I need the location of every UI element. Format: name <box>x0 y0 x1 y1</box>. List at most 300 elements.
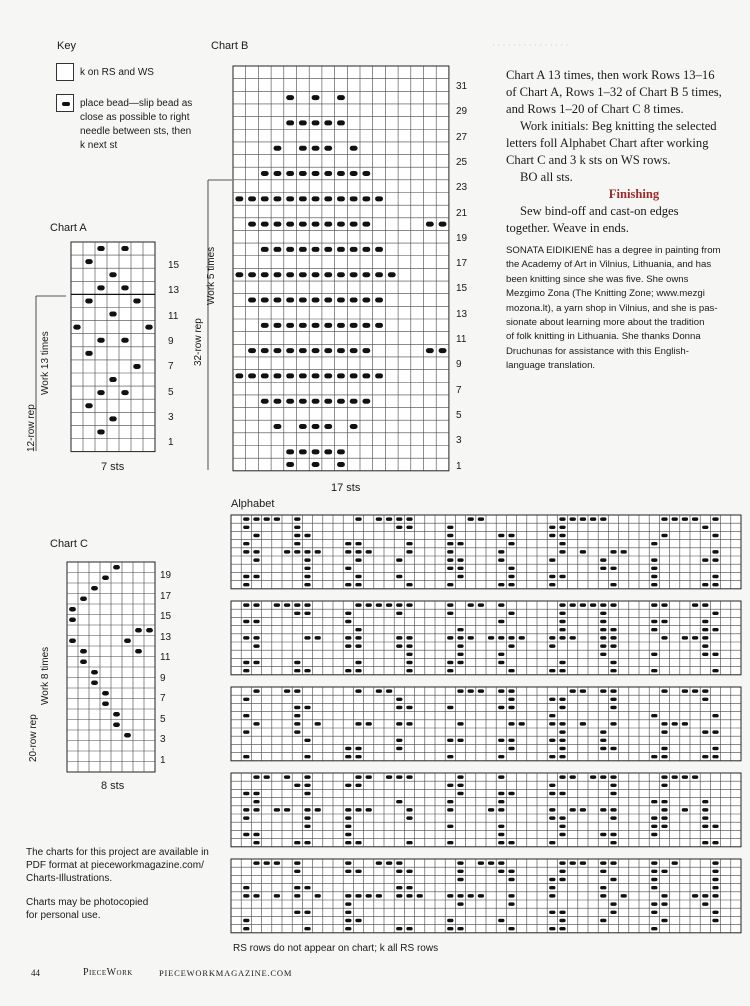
bead <box>121 285 128 290</box>
bead <box>312 323 320 328</box>
bead <box>304 534 310 537</box>
bead <box>447 567 453 570</box>
row-number: 25 <box>456 156 468 168</box>
bead <box>406 870 412 873</box>
bead <box>248 373 256 378</box>
bead <box>355 894 361 897</box>
bead <box>549 534 555 537</box>
bead <box>457 661 463 664</box>
bead <box>651 800 657 803</box>
bead <box>682 722 688 725</box>
bead <box>350 373 358 378</box>
bead <box>243 714 249 717</box>
bio-line: Mezgimo Zona (The Knitting Zone; www.mezgi <box>506 288 705 300</box>
bead <box>362 247 370 252</box>
bead <box>600 894 606 897</box>
bead <box>113 723 120 727</box>
bio-line: has a degree in painting from <box>593 245 721 256</box>
author-bio <box>506 244 742 374</box>
bead <box>355 636 361 639</box>
bead <box>243 669 249 672</box>
bead <box>253 644 259 647</box>
bead <box>549 886 555 889</box>
bead <box>396 575 402 578</box>
bead <box>580 517 586 520</box>
bead <box>712 534 718 537</box>
bead <box>299 171 307 176</box>
bio-line: language translation. <box>506 360 596 372</box>
bead <box>243 603 249 606</box>
bead <box>457 861 463 864</box>
bead <box>559 722 565 725</box>
bead <box>508 689 514 692</box>
row-number: 3 <box>456 435 462 447</box>
row-number: 1 <box>456 460 462 472</box>
row-number: 15 <box>456 283 468 295</box>
bead <box>345 620 351 623</box>
bead <box>406 603 412 606</box>
bead <box>559 739 565 742</box>
bead <box>85 403 92 408</box>
bio-line: the Academy of Art in Vilnius, Lithuania, and has <box>506 259 712 271</box>
bead <box>324 348 332 353</box>
bead <box>350 146 358 151</box>
bead <box>600 689 606 692</box>
bead <box>549 644 555 647</box>
bead <box>350 196 358 201</box>
bead <box>324 196 332 201</box>
bead <box>366 603 372 606</box>
bead <box>345 612 351 615</box>
bead <box>447 661 453 664</box>
bead <box>478 861 484 864</box>
bead <box>337 95 345 100</box>
bead <box>447 784 453 787</box>
row-number: 3 <box>160 734 166 745</box>
bead <box>355 628 361 631</box>
bead <box>121 390 128 395</box>
bead <box>243 526 249 529</box>
bead <box>600 833 606 836</box>
bead <box>457 870 463 873</box>
bead <box>508 567 514 570</box>
bead <box>294 550 300 553</box>
row-number: 11 <box>456 334 467 345</box>
bead <box>91 586 98 590</box>
bead <box>396 526 402 529</box>
bead <box>243 886 249 889</box>
bead-key-swatch <box>56 94 74 112</box>
bio-line: mozona.lt), a yarn shop in Vilnius, and she is pas- <box>506 302 718 314</box>
row-number: 9 <box>168 335 174 347</box>
bead <box>304 567 310 570</box>
bead <box>85 298 92 303</box>
bead <box>253 833 259 836</box>
bead <box>304 558 310 561</box>
note-line: PDF format at pieceworkmagazine.com/ <box>26 860 204 871</box>
bead <box>661 603 667 606</box>
bead <box>355 870 361 873</box>
bead <box>549 755 555 758</box>
bead <box>355 784 361 787</box>
row-number: 29 <box>456 106 468 118</box>
instructions-text <box>506 67 742 237</box>
bead <box>304 775 310 778</box>
bead <box>375 298 383 303</box>
bead <box>712 612 718 615</box>
bead <box>508 575 514 578</box>
bead <box>315 722 321 725</box>
bead <box>549 558 555 561</box>
instruction-line: and Rows 1–20 of Chart C 8 times. <box>506 102 684 116</box>
bead <box>406 550 412 553</box>
bead <box>661 825 667 828</box>
bead <box>406 583 412 586</box>
bead <box>426 222 434 227</box>
bead <box>376 861 382 864</box>
bead <box>145 325 152 330</box>
bead <box>124 639 131 643</box>
alphabet-band <box>231 601 741 675</box>
bead <box>498 775 504 778</box>
bead <box>590 603 596 606</box>
bead <box>304 603 310 606</box>
chart-c-title: Chart C <box>50 538 88 550</box>
bead <box>661 722 667 725</box>
bead <box>559 911 565 914</box>
bead <box>274 196 282 201</box>
bead <box>355 583 361 586</box>
bead <box>294 534 300 537</box>
bead <box>294 730 300 733</box>
bead <box>375 196 383 201</box>
bead <box>651 911 657 914</box>
bead <box>580 808 586 811</box>
bead <box>651 886 657 889</box>
bead <box>447 894 453 897</box>
bead <box>702 730 708 733</box>
bead <box>243 517 249 520</box>
bead <box>600 603 606 606</box>
bead <box>396 894 402 897</box>
bead <box>549 927 555 930</box>
bead <box>235 196 243 201</box>
bead <box>468 894 474 897</box>
bead <box>274 298 282 303</box>
bead <box>253 689 259 692</box>
bead <box>580 603 586 606</box>
bead <box>355 808 361 811</box>
bead <box>294 861 300 864</box>
bead <box>85 351 92 356</box>
chart-a-title: Chart A <box>50 222 87 234</box>
bead <box>294 689 300 692</box>
bead <box>610 808 616 811</box>
bead <box>682 689 688 692</box>
bead <box>345 870 351 873</box>
bead <box>337 462 345 467</box>
bead <box>447 755 453 758</box>
bead <box>362 399 370 404</box>
bead <box>121 246 128 251</box>
row-number: 31 <box>456 81 468 92</box>
bead <box>324 449 332 454</box>
bead <box>286 171 294 176</box>
bead <box>406 808 412 811</box>
bead <box>69 639 76 643</box>
bead <box>253 861 259 864</box>
bead <box>355 841 361 844</box>
bead <box>498 833 504 836</box>
bead <box>457 792 463 795</box>
bead <box>661 775 667 778</box>
bead <box>133 364 140 369</box>
bead <box>80 660 87 664</box>
bind-off-line: BO all sts. <box>520 170 573 184</box>
bead <box>406 517 412 520</box>
bead <box>498 739 504 742</box>
bead <box>610 583 616 586</box>
bead <box>350 399 358 404</box>
bead <box>69 607 76 611</box>
bead <box>294 603 300 606</box>
bead <box>712 575 718 578</box>
bead <box>253 558 259 561</box>
bead <box>406 661 412 664</box>
bead <box>457 689 463 692</box>
bead <box>610 722 616 725</box>
bead <box>304 841 310 844</box>
bead <box>375 247 383 252</box>
row-number: 13 <box>456 308 468 320</box>
bead <box>559 669 565 672</box>
bead <box>570 808 576 811</box>
row-number: 17 <box>160 590 172 602</box>
row-number: 9 <box>456 359 462 371</box>
bead <box>355 661 361 664</box>
bead <box>702 689 708 692</box>
bead <box>324 171 332 176</box>
bead <box>312 171 320 176</box>
bead <box>651 567 657 570</box>
bead <box>406 775 412 778</box>
row-number: 13 <box>160 631 172 643</box>
bead <box>355 689 361 692</box>
bead <box>498 825 504 828</box>
bead <box>286 247 294 252</box>
bead <box>651 816 657 819</box>
bead <box>243 833 249 836</box>
initials-line: letters foll Alphabet Chart after working <box>506 136 709 150</box>
bead <box>661 800 667 803</box>
bead <box>294 870 300 873</box>
row-number: 19 <box>160 570 172 581</box>
bead <box>366 722 372 725</box>
bead <box>337 196 345 201</box>
bead <box>447 800 453 803</box>
row-number: 23 <box>456 182 468 194</box>
bead <box>355 669 361 672</box>
bead <box>312 449 320 454</box>
row-number: 7 <box>456 384 462 396</box>
bead <box>508 542 514 545</box>
bead <box>80 597 87 601</box>
bead <box>610 878 616 881</box>
bead <box>286 222 294 227</box>
bead <box>109 272 116 277</box>
bead <box>651 628 657 631</box>
bead <box>651 575 657 578</box>
bead-key-label <box>80 97 192 153</box>
bead <box>661 808 667 811</box>
bead <box>97 285 104 290</box>
bead <box>580 722 586 725</box>
bead <box>109 416 116 421</box>
bead <box>457 784 463 787</box>
bead <box>661 870 667 873</box>
bead <box>549 784 555 787</box>
bead <box>243 919 249 922</box>
bead <box>580 861 586 864</box>
bead <box>345 636 351 639</box>
bead <box>315 894 321 897</box>
bead <box>299 399 307 404</box>
bead <box>286 120 294 125</box>
bead <box>264 517 270 520</box>
bead <box>457 567 463 570</box>
bead <box>447 808 453 811</box>
bead <box>559 526 565 529</box>
bead <box>600 558 606 561</box>
bead <box>621 550 627 553</box>
bead <box>457 739 463 742</box>
bead <box>549 911 555 914</box>
bead <box>498 861 504 864</box>
bead <box>243 583 249 586</box>
bead <box>702 800 708 803</box>
bead <box>549 894 555 897</box>
row-number: 27 <box>456 131 468 143</box>
bead <box>299 247 307 252</box>
bead <box>304 739 310 742</box>
bead-icon <box>62 102 70 106</box>
bead <box>447 636 453 639</box>
bead <box>345 816 351 819</box>
bead <box>362 373 370 378</box>
row-number: 5 <box>160 713 166 725</box>
bead <box>243 620 249 623</box>
bead <box>498 636 504 639</box>
bead <box>712 714 718 717</box>
bead <box>388 272 396 277</box>
bead <box>243 575 249 578</box>
bead <box>243 808 249 811</box>
row-number: 5 <box>168 386 174 398</box>
row-number: 19 <box>456 232 468 244</box>
bead <box>600 775 606 778</box>
bead <box>243 698 249 701</box>
bead <box>702 603 708 606</box>
bead <box>610 747 616 750</box>
bead <box>457 927 463 930</box>
bead <box>146 628 153 632</box>
bead <box>299 120 307 125</box>
bead <box>362 272 370 277</box>
bead <box>396 927 402 930</box>
bead <box>355 550 361 553</box>
bead <box>559 706 565 709</box>
bead <box>468 603 474 606</box>
bead <box>345 550 351 553</box>
bead <box>498 583 504 586</box>
bead <box>661 894 667 897</box>
bead <box>264 861 270 864</box>
bead <box>549 698 555 701</box>
bead <box>396 517 402 520</box>
bead <box>447 534 453 537</box>
bead <box>396 775 402 778</box>
bead <box>559 878 565 881</box>
bead <box>324 323 332 328</box>
bead <box>304 825 310 828</box>
bead <box>304 784 310 787</box>
bead <box>702 841 708 844</box>
row-number: 3 <box>168 411 174 423</box>
bead <box>447 612 453 615</box>
bead <box>457 722 463 725</box>
bead <box>355 722 361 725</box>
bead <box>600 612 606 615</box>
bead <box>672 775 678 778</box>
bead <box>406 636 412 639</box>
bead <box>102 576 109 580</box>
bead <box>102 702 109 706</box>
bead <box>559 861 565 864</box>
bead <box>549 636 555 639</box>
bead <box>337 298 345 303</box>
bead <box>712 558 718 561</box>
chart-a-grid <box>71 242 155 452</box>
bead <box>570 861 576 864</box>
bead <box>519 722 525 725</box>
alphabet-band <box>231 859 741 933</box>
bead <box>324 247 332 252</box>
row-number: 21 <box>456 207 468 219</box>
charts-availability-note <box>26 846 209 885</box>
bead <box>508 927 514 930</box>
bead <box>345 833 351 836</box>
bead <box>439 348 447 353</box>
bead <box>345 894 351 897</box>
bead <box>324 120 332 125</box>
bead <box>600 870 606 873</box>
bead <box>304 706 310 709</box>
bead <box>304 808 310 811</box>
bead <box>337 247 345 252</box>
bead <box>337 348 345 353</box>
bead <box>375 323 383 328</box>
bead <box>468 517 474 520</box>
key-title: Key <box>57 40 76 52</box>
bead <box>312 95 320 100</box>
bead <box>406 542 412 545</box>
bead <box>600 628 606 631</box>
bead <box>712 517 718 520</box>
bead <box>508 878 514 881</box>
bead <box>286 95 294 100</box>
bead <box>312 348 320 353</box>
bead <box>406 722 412 725</box>
